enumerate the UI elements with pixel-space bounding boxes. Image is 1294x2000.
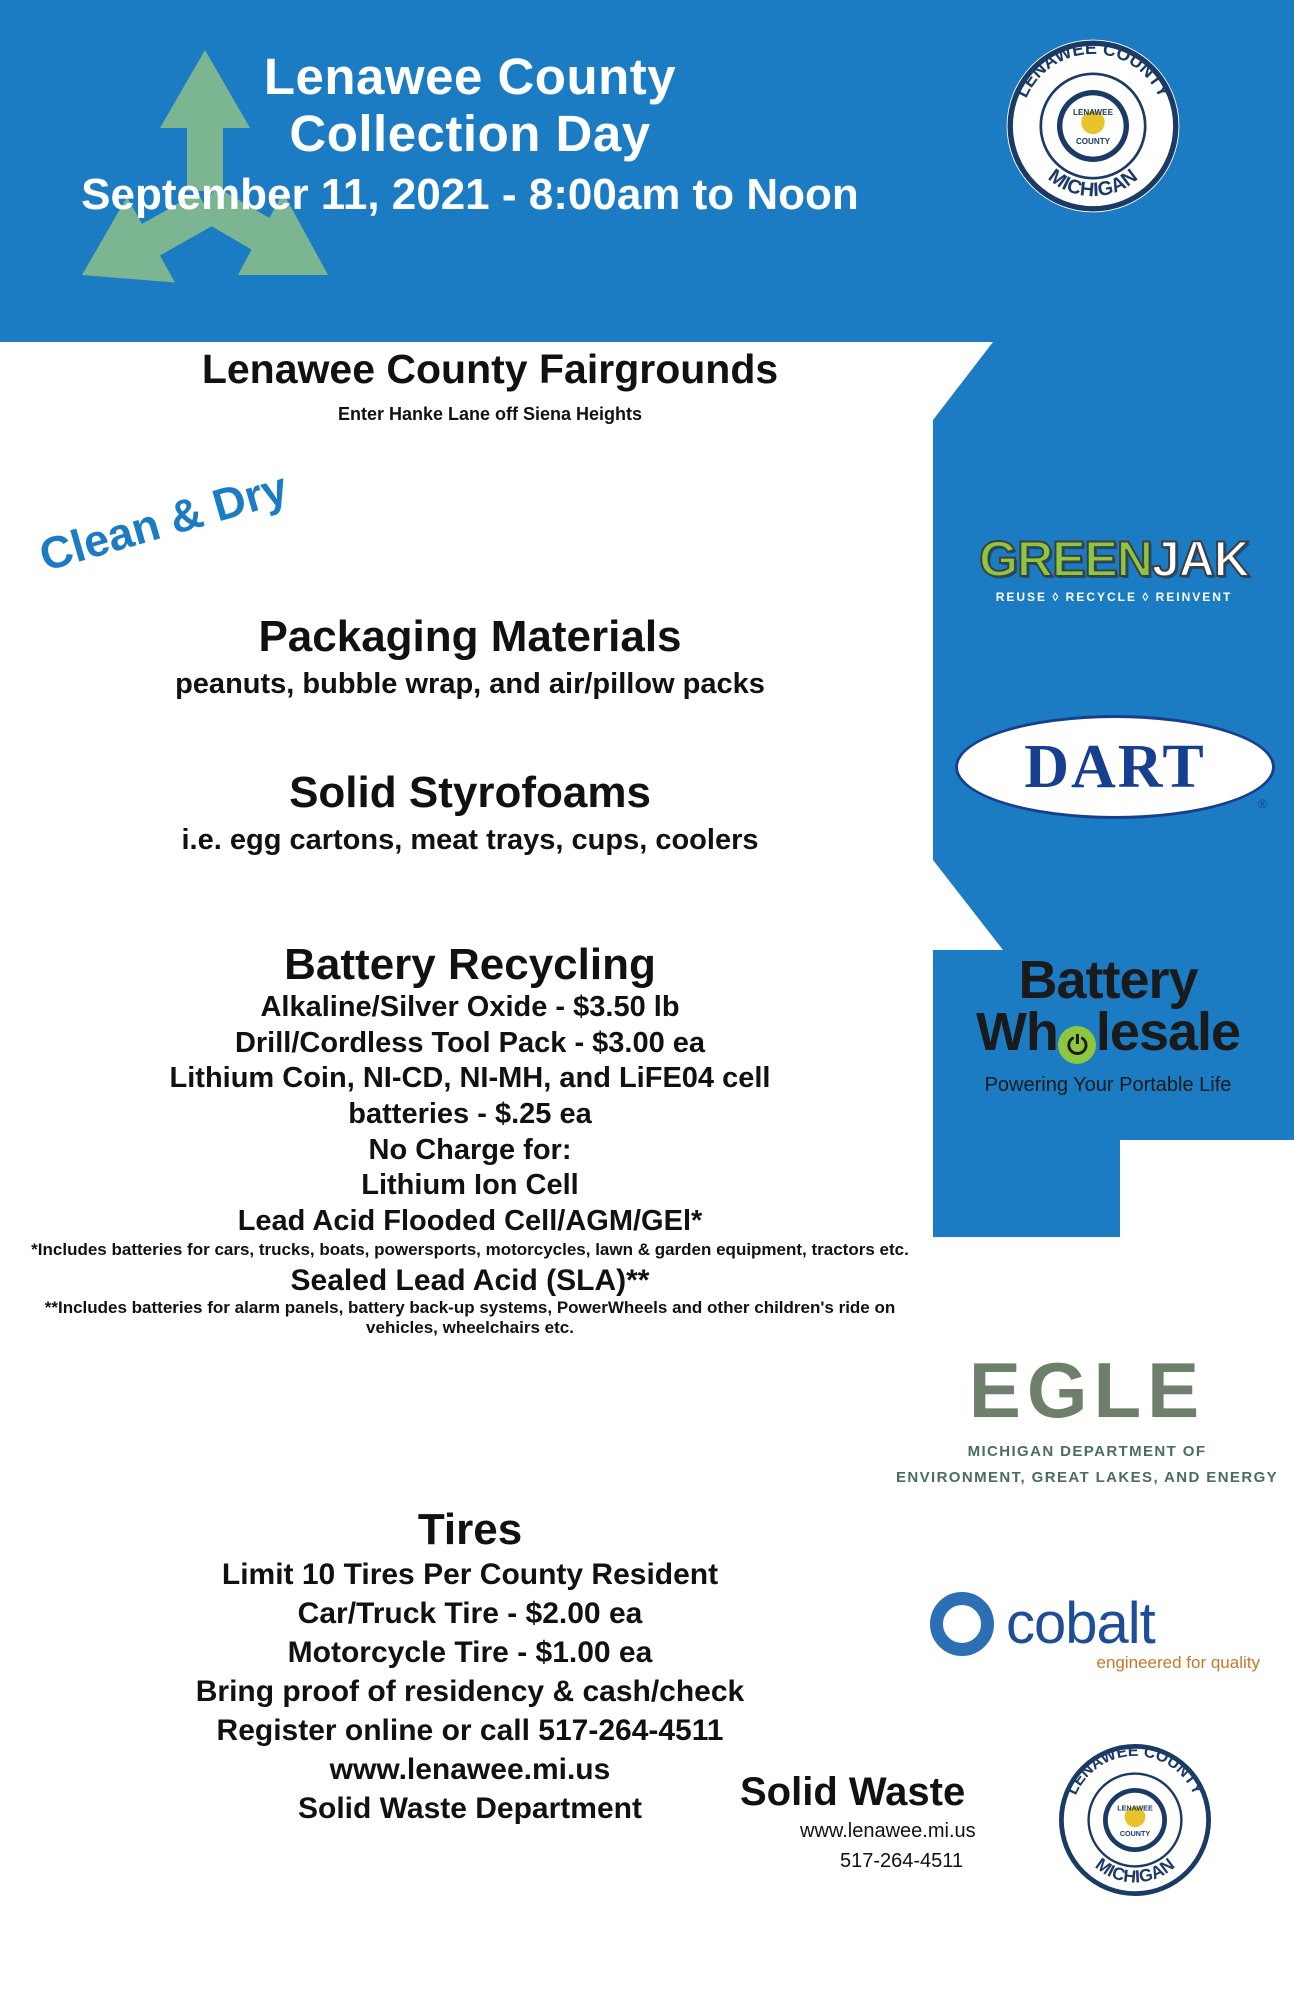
egle-wordmark: EGLE (968, 1346, 1206, 1434)
tires-line: Bring proof of residency & cash/check (195, 1675, 745, 1708)
header-band (0, 0, 1294, 342)
battery-footnote-2: **Includes batteries for alarm panels, battery back-up systems, PowerWheels and other children's ride on vehicles, wheelchairs etc. (44, 1297, 896, 1338)
tires-line: Register online or call 517-264-4511 (216, 1714, 724, 1747)
battery-title: Battery Recycling (284, 940, 656, 989)
battery-wholesale-tagline: Powering Your Portable Life (984, 1073, 1232, 1096)
egle-subtitle-line2: ENVIRONMENT, GREAT LAKES, AND ENERGY (895, 1469, 1279, 1487)
battery-line: batteries - $.25 ea (348, 1097, 592, 1130)
tires-line: Motorcycle Tire - $1.00 ea (287, 1636, 653, 1669)
dart-oval (955, 715, 1275, 819)
power-bolt-icon: ⏻ (1058, 1026, 1096, 1064)
battery-line: No Charge for: (368, 1133, 572, 1166)
svg-text:LENAWEE COUNTY: LENAWEE COUNTY (1063, 1742, 1207, 1798)
svg-text:MICHIGAN: MICHIGAN (1044, 164, 1142, 202)
battery-footnote-1: *Includes batteries for cars, trucks, boats, powersports, motorcycles, lawn & garden equipment, tractors etc. (31, 1239, 909, 1259)
packaging-title: Packaging Materials (258, 612, 682, 661)
tires-title: Tires (417, 1505, 523, 1554)
tires-website-line[interactable]: www.lenawee.mi.us (329, 1753, 611, 1786)
svg-text:LENAWEE COUNTY: LENAWEE COUNTY (1011, 37, 1175, 101)
battery-line: Drill/Cordless Tool Pack - $3.00 ea (234, 1026, 706, 1059)
svg-text:MICHIGAN: MICHIGAN (1091, 1853, 1179, 1887)
greenjak-tagline: REUSE ◊ RECYCLE ◊ REINVENT (995, 590, 1233, 604)
header-title-line2: Collection Day (289, 105, 651, 163)
sponsor-greenjak-logo (940, 530, 1288, 608)
section-styrofoam (20, 768, 920, 857)
sponsor-battery-wholesale-logo (928, 950, 1288, 1097)
battery-line: Lithium Coin, NI-CD, NI-MH, and LiFE04 cell (169, 1062, 771, 1095)
sponsor-cobalt-logo (930, 1590, 1260, 1673)
decor-corner-top (933, 342, 993, 420)
footer-website[interactable]: www.lenawee.mi.us (800, 1820, 976, 1842)
svg-text:COUNTY: COUNTY (1119, 1829, 1151, 1838)
county-seal-icon (1003, 36, 1183, 216)
greenjak-name-rest: JAK (1151, 531, 1249, 587)
styrofoam-title: Solid Styrofoams (289, 768, 651, 817)
venue-name: Lenawee County Fairgrounds (201, 346, 779, 392)
battery-line: Lithium Ion Cell (361, 1169, 579, 1202)
header-date-line: September 11, 2021 - 8:00am to Noon (81, 170, 859, 220)
battery-wholesale-line1: Battery (1018, 950, 1198, 1010)
battery-sla-line: Sealed Lead Acid (SLA)** (290, 1263, 650, 1297)
county-seal-footer-icon (1055, 1740, 1215, 1900)
section-packaging (20, 612, 920, 701)
svg-text:COUNTY: COUNTY (1075, 137, 1111, 146)
cobalt-tagline: engineered for quality (1096, 1653, 1260, 1672)
greenjak-name-green: GREEN (979, 531, 1152, 587)
battery-wholesale-line2-post: lesale (1095, 1001, 1241, 1062)
footer-phone[interactable]: 517-264-4511 (840, 1850, 964, 1872)
header-title-line1: Lenawee County (263, 48, 677, 105)
battery-line: Alkaline/Silver Oxide - $3.50 lb (260, 991, 680, 1023)
battery-line: Lead Acid Flooded Cell/AGM/GEl* (237, 1204, 703, 1237)
battery-wholesale-line2-pre: Wh (975, 1001, 1058, 1062)
sponsor-egle-logo (880, 1345, 1294, 1489)
tires-line: Car/Truck Tire - $2.00 ea (297, 1597, 643, 1630)
venue-directions: Enter Hanke Lane off Siena Heights (337, 404, 643, 424)
battery-wholesale-line2 (928, 1001, 1288, 1064)
cobalt-gear-icon (930, 1592, 994, 1656)
dart-registered-mark: ® (1258, 797, 1267, 811)
sponsor-dart-logo (955, 715, 1275, 825)
header-title-block (30, 48, 910, 219)
svg-text:LENAWEE: LENAWEE (1117, 1803, 1153, 1813)
clean-and-dry-label: Clean & Dry (33, 461, 293, 582)
decor-corner-bottom (1120, 1140, 1294, 1240)
packaging-subtitle: peanuts, bubble wrap, and air/pillow packs (175, 668, 765, 700)
section-battery (20, 940, 920, 1339)
tires-line: Limit 10 Tires Per County Resident (221, 1558, 719, 1591)
styrofoam-subtitle: i.e. egg cartons, meat trays, cups, coolers (181, 824, 759, 856)
tires-line: Solid Waste Department (298, 1792, 642, 1825)
egle-subtitle-line1: MICHIGAN DEPARTMENT OF (967, 1443, 1207, 1460)
svg-text:LENAWEE: LENAWEE (1073, 108, 1113, 118)
dart-wordmark: DART (1024, 732, 1206, 801)
footer-department: Solid Waste (740, 1770, 966, 1814)
cobalt-logo-row (930, 1590, 1260, 1657)
decor-corner-mid (933, 860, 1003, 950)
greenjak-wordmark (940, 530, 1288, 588)
cobalt-wordmark: cobalt (1006, 1591, 1155, 1656)
